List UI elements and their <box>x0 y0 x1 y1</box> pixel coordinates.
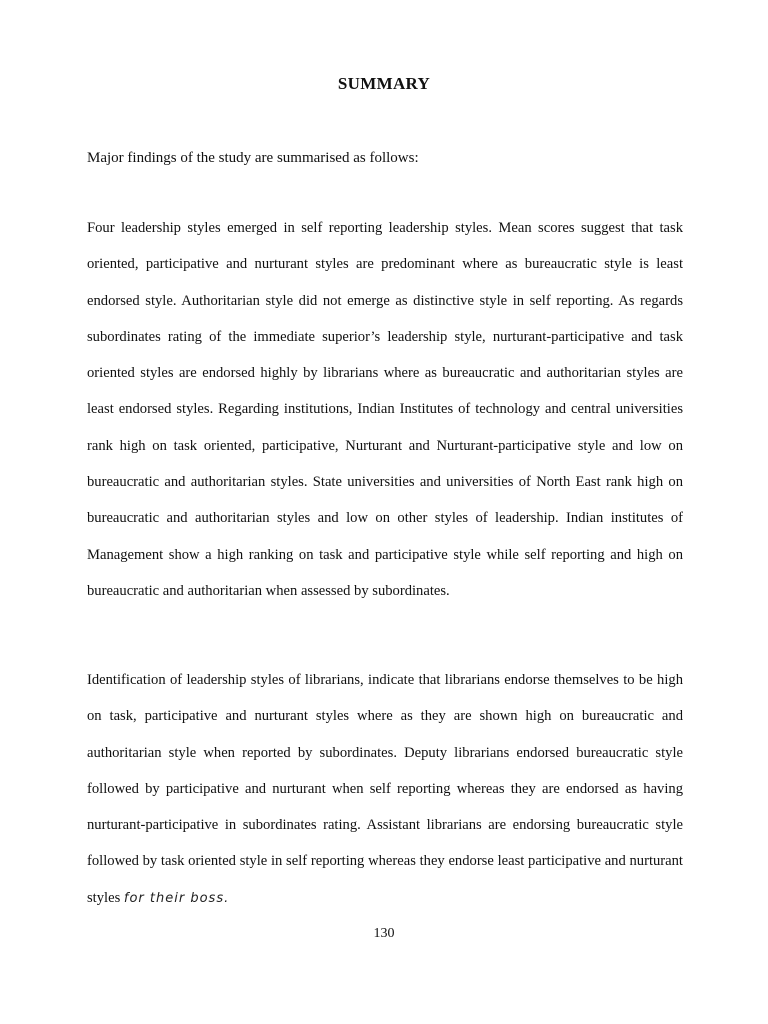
intro-text: Major findings of the study are summarised as follows: <box>87 150 419 166</box>
page-title: SUMMARY <box>337 74 431 93</box>
page-number: 130 <box>373 926 395 941</box>
handwritten-note: for their boss. <box>123 890 230 906</box>
paragraph-2-text: Identification of leadership styles of librarians, indicate that librarians endorse themselves to be high on task, participative and nurturant styles where as they are shown high on bureaucratic and authoritarian style when reported by subordinates. Deputy librarians endorsed bureaucratic style followed by participative and nurturant when self reporting whereas they are endorsed as having nurturant-participative in subordinates rating. Assistant librarians are endorsing bureaucratic style followed by task oriented style in self reporting whereas they endorse least participative and nurturant styles <box>87 672 683 906</box>
paragraph-1: Four leadership styles emerged in self reporting leadership styles. Mean scores suggest that task oriented, participative and nurturant styles are predominant where as bureaucratic style is least endorsed style. Authoritarian style did not emerge as distinctive style in self reporting. As regards subordinates rating of the immediate superior’s leadership style, nurturant-participative and task oriented styles are endorsed highly by librarians where as bureaucratic and authoritarian styles are least endorsed styles. Regarding institutions, Indian Institutes of technology and central universities rank high on task oriented, participative, Nurturant and Nurturant-participative style and low on bureaucratic and authoritarian styles. State universities and universities of North East rank high on bureaucratic and authoritarian styles and low on other styles of leadership. Indian institutes of Management show a high ranking on task and participative style while self reporting and high on bureaucratic and authoritarian when assessed by subordinates. <box>87 220 683 599</box>
paragraph-2 <box>87 662 683 917</box>
